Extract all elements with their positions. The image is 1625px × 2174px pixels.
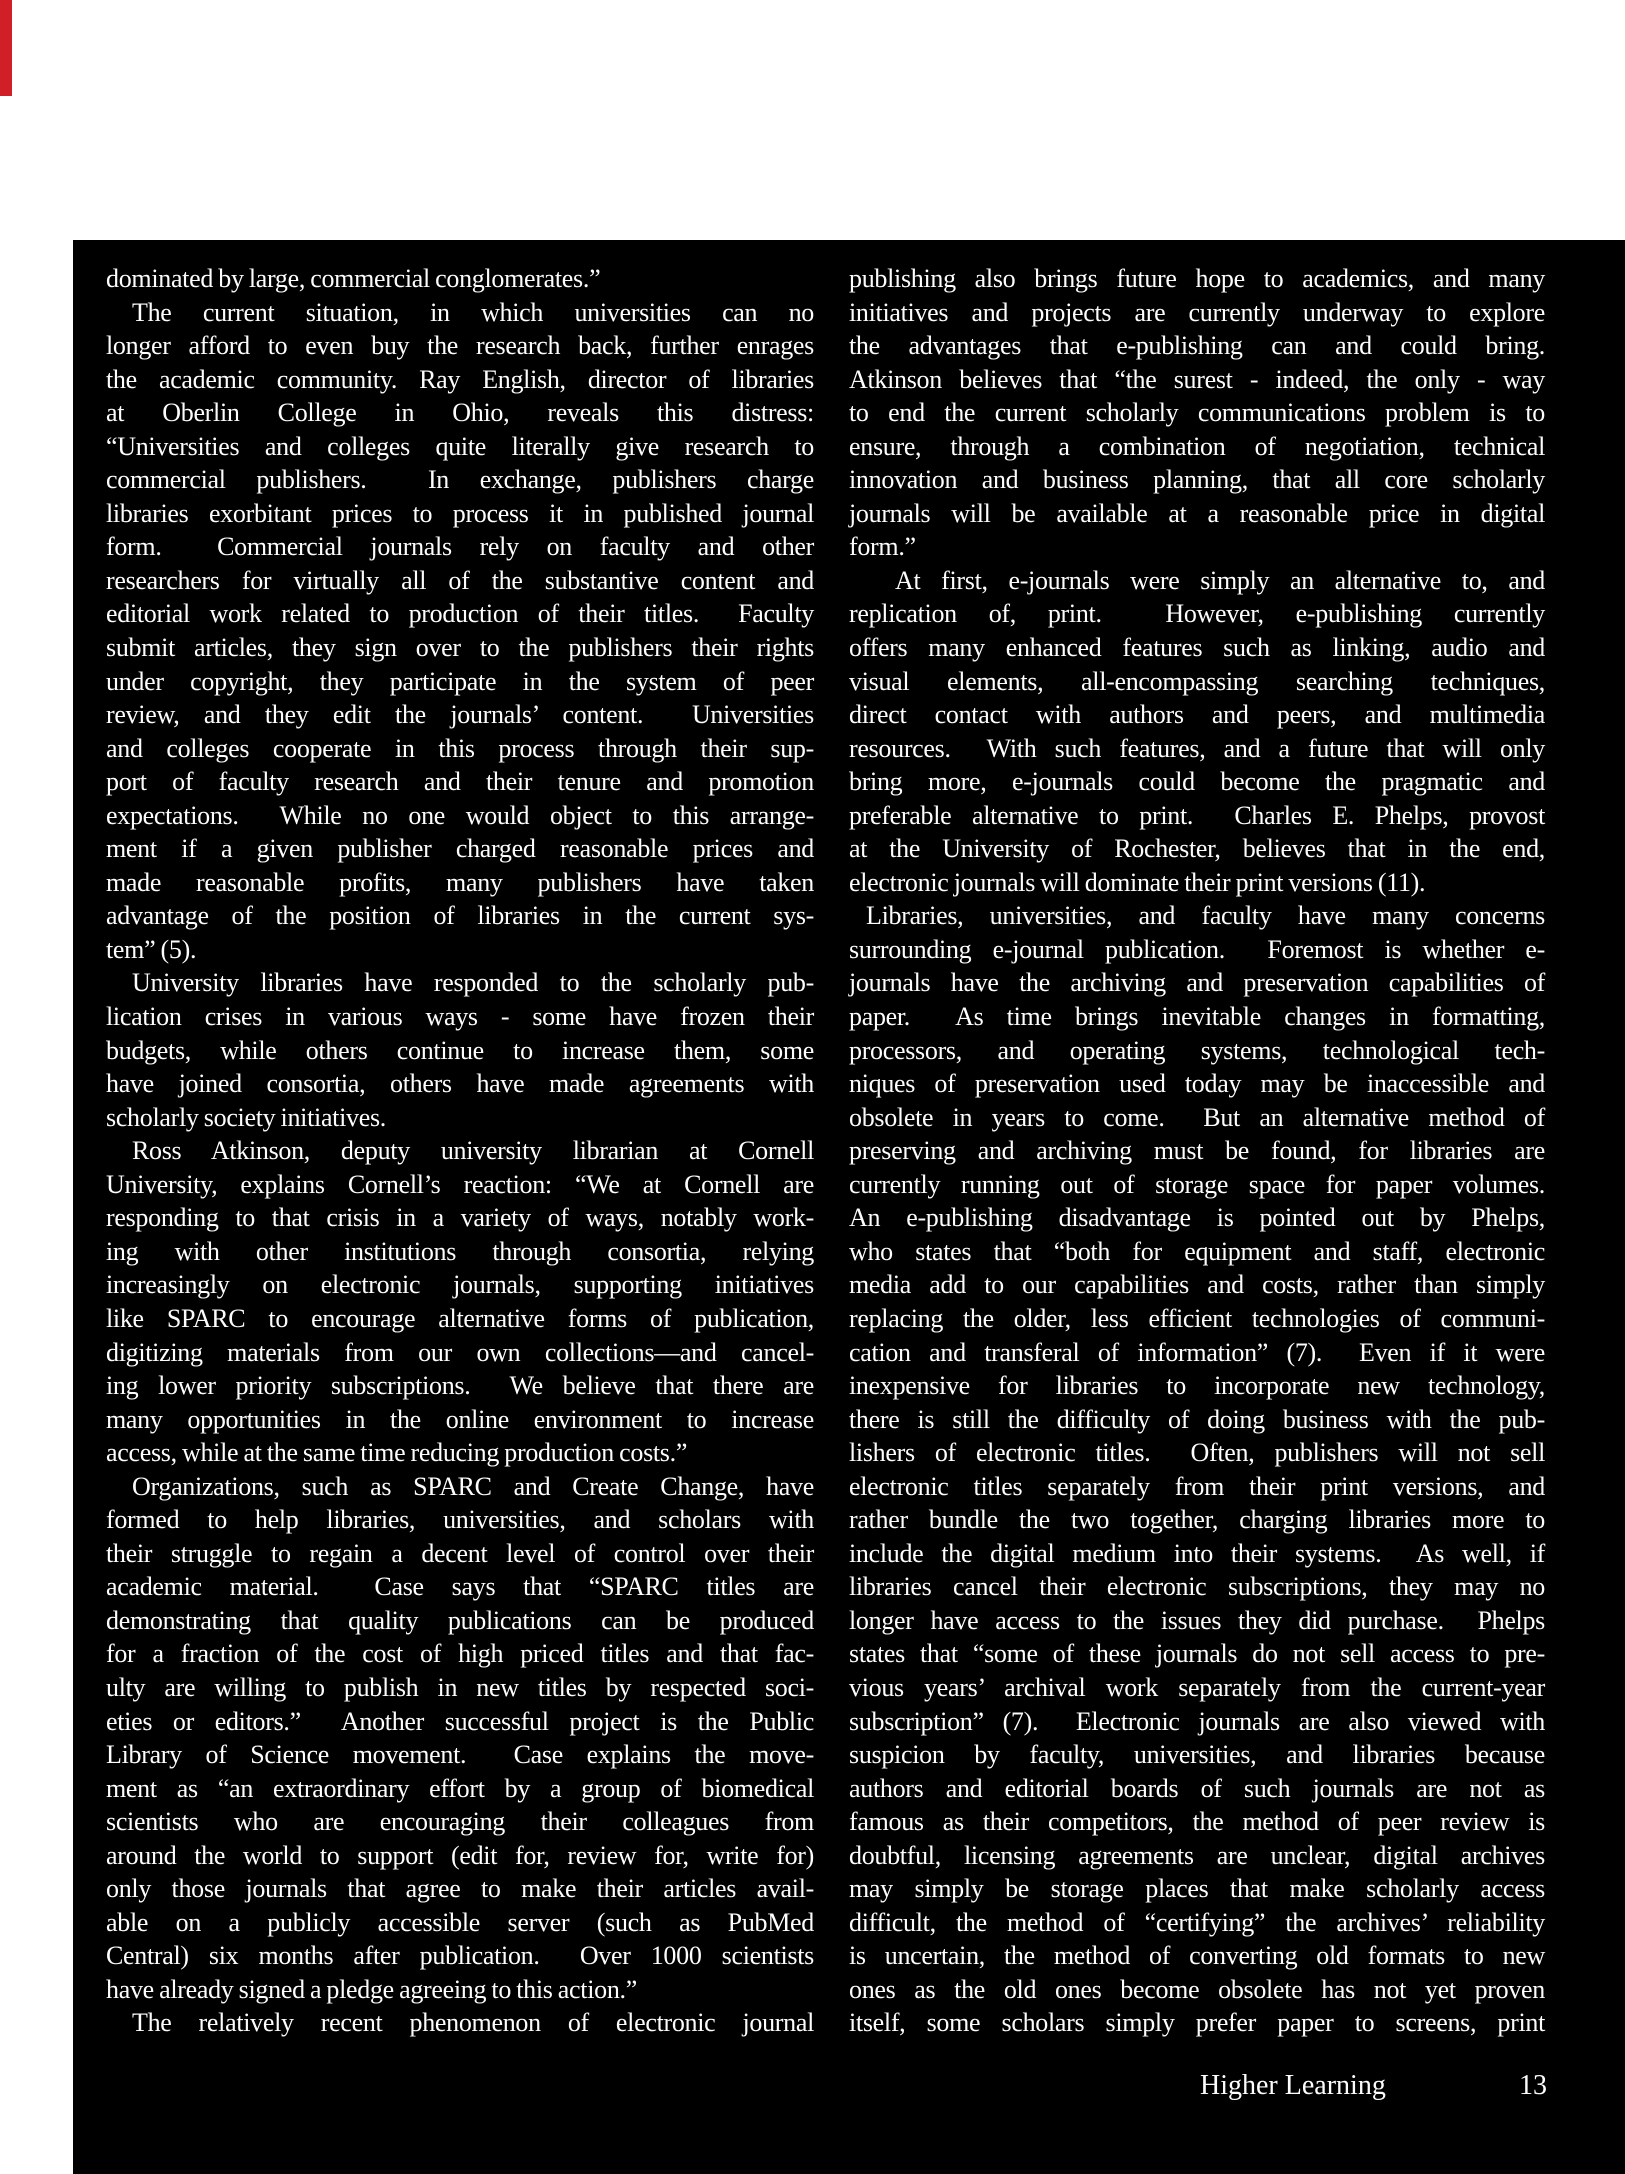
text-line: under copyright, they participate in the system of peer — [106, 666, 814, 696]
text-column-right — [849, 262, 1545, 2040]
text-line: replacing the older, less efficient technologies of communi- — [849, 1303, 1545, 1333]
text-line: difficult, the method of “certifying” the archives’ reliability — [849, 1907, 1545, 1937]
text-line: include the digital medium into their systems. As well, if — [849, 1538, 1545, 1568]
text-line: many opportunities in the online environment to increase — [106, 1404, 814, 1434]
text-line: Library of Science movement. Case explains the move- — [106, 1740, 814, 1770]
text-line: At first, e-journals were simply an alternative to, and — [895, 565, 1545, 595]
text-line: preserving and archiving must be found, for libraries are — [849, 1136, 1545, 1166]
text-line: The current situation, in which universities can no — [132, 297, 814, 327]
text-line: dominated by large, commercial conglomerates.” — [106, 264, 601, 293]
text-line: and colleges cooperate in this process through their sup- — [106, 733, 814, 763]
text-line: ing lower priority subscriptions. We believe that there are — [106, 1371, 814, 1401]
text-line: replication of, print. However, e-publishing currently — [849, 599, 1545, 629]
text-line: academic material. Case says that “SPARC titles are — [106, 1572, 814, 1602]
text-line: may simply be storage places that make scholarly access — [849, 1874, 1545, 1904]
text-line: ment if a given publisher charged reasonable prices and — [106, 834, 814, 864]
text-line: journals have the archiving and preservation capabilities of — [849, 968, 1545, 998]
text-line: commercial publishers. In exchange, publishers charge — [106, 465, 814, 495]
text-line: increasingly on electronic journals, supporting initiatives — [106, 1270, 814, 1300]
text-line: Central) six months after publication. Over 1000 scientists — [106, 1941, 814, 1971]
text-line: expectations. While no one would object to this arrange- — [106, 800, 814, 830]
text-line: rather bundle the two together, charging libraries more to — [849, 1505, 1545, 1535]
text-line: lishers of electronic titles. Often, publishers will not sell — [849, 1438, 1545, 1468]
text-line: University, explains Cornell’s reaction: “We at Cornell are — [106, 1169, 814, 1199]
text-line: bring more, e-journals could become the pragmatic and — [849, 767, 1545, 797]
text-line: processors, and operating systems, technological tech- — [849, 1035, 1545, 1065]
text-line: submit articles, they sign over to the publishers their rights — [106, 633, 814, 663]
red-bleed-mark — [0, 0, 12, 96]
article-panel — [73, 240, 1625, 2174]
text-line: Ross Atkinson, deputy university librarian at Cornell — [132, 1136, 814, 1166]
text-line: direct contact with authors and peers, and multimedia — [849, 700, 1545, 730]
text-line: editorial work related to production of their titles. Faculty — [106, 599, 814, 629]
text-line: electronic titles separately from their print versions, and — [849, 1471, 1545, 1501]
text-line: niques of preservation used today may be inaccessible and — [849, 1069, 1545, 1099]
text-line: review, and they edit the journals’ content. Universities — [106, 700, 814, 730]
text-line: publishing also brings future hope to academics, and many — [849, 264, 1545, 293]
text-line: initiatives and projects are currently underway to explore — [849, 297, 1545, 327]
text-line: ment as “an extraordinary effort by a group of biomedical — [106, 1773, 814, 1803]
text-line: their struggle to regain a decent level of control over their — [106, 1538, 814, 1568]
text-line: cation and transferal of information” (7). Even if it were — [849, 1337, 1545, 1367]
text-line: scholarly society initiatives. — [106, 1102, 386, 1132]
text-line: longer afford to even buy the research back, further enrages — [106, 331, 814, 361]
text-line: inexpensive for libraries to incorporate new technology, — [849, 1371, 1545, 1401]
text-line: at the University of Rochester, believes that in the end, — [849, 834, 1545, 864]
text-line: at Oberlin College in Ohio, reveals this distress: — [106, 398, 814, 428]
text-line: libraries exorbitant prices to process it in published journal — [106, 498, 814, 528]
text-line: journals will be available at a reasonable price in digital — [849, 498, 1545, 528]
text-line: port of faculty research and their tenure and promotion — [106, 767, 814, 797]
text-line: have already signed a pledge agreeing to this action.” — [106, 1974, 637, 2004]
text-line: tem” (5). — [106, 934, 197, 964]
text-line: itself, some scholars simply prefer paper to screens, print — [849, 2008, 1545, 2038]
text-line: subscription” (7). Electronic journals are also viewed with — [849, 1706, 1545, 1736]
text-line: for a fraction of the cost of high priced titles and that fac- — [106, 1639, 814, 1669]
text-line: have joined consortia, others have made agreements with — [106, 1069, 814, 1099]
text-line: Organizations, such as SPARC and Create Change, have — [132, 1471, 814, 1501]
text-line: eties or editors.” Another successful project is the Public — [106, 1706, 814, 1736]
text-column-left — [106, 262, 814, 2040]
text-line: there is still the difficulty of doing business with the pub- — [849, 1404, 1545, 1434]
text-line: states that “some of these journals do not sell access to pre- — [849, 1639, 1545, 1669]
text-line: preferable alternative to print. Charles E. Phelps, provost — [849, 800, 1545, 830]
text-line: ing with other institutions through consortia, relying — [106, 1236, 814, 1266]
text-line: vious years’ archival work separately from the current-year — [849, 1672, 1545, 1702]
text-line: made reasonable profits, many publishers have taken — [106, 867, 814, 897]
text-line: formed to help libraries, universities, and scholars with — [106, 1505, 814, 1535]
text-line: Libraries, universities, and faculty have many concerns — [866, 901, 1545, 931]
text-line: The relatively recent phenomenon of electronic journal — [132, 2008, 814, 2038]
text-line: famous as their competitors, the method of peer review is — [849, 1807, 1545, 1837]
text-line: University libraries have responded to the scholarly pub- — [132, 968, 814, 998]
text-line: only those journals that agree to make their articles avail- — [106, 1874, 814, 1904]
text-line: researchers for virtually all of the substantive content and — [106, 565, 814, 595]
text-line: resources. With such features, and a future that will only — [849, 733, 1545, 763]
journal-title: Higher Learning — [1200, 2070, 1386, 2101]
text-line: suspicion by faculty, universities, and libraries because — [849, 1740, 1545, 1770]
text-line: media add to our capabilities and costs, rather than simply — [849, 1270, 1545, 1300]
text-line: Atkinson believes that “the surest - indeed, the only - way — [849, 364, 1545, 394]
text-line: paper. As time brings inevitable changes in formatting, — [849, 1002, 1545, 1032]
text-line: An e-publishing disadvantage is pointed out by Phelps, — [849, 1203, 1545, 1233]
text-line: offers many enhanced features such as linking, audio and — [849, 633, 1545, 663]
text-line: authors and editorial boards of such journals are not as — [849, 1773, 1545, 1803]
text-line: to end the current scholarly communications problem is to — [849, 398, 1545, 428]
text-line: budgets, while others continue to increase them, some — [106, 1035, 814, 1065]
text-line: able on a publicly accessible server (such as PubMed — [106, 1907, 814, 1937]
text-line: “Universities and colleges quite literally give research to — [106, 431, 814, 461]
text-line: form. Commercial journals rely on faculty and other — [106, 532, 814, 562]
page-number: 13 — [1519, 2070, 1547, 2101]
text-line: who states that “both for equipment and staff, electronic — [849, 1236, 1545, 1266]
text-line: lication crises in various ways - some have frozen their — [106, 1002, 814, 1032]
text-line: form.” — [849, 532, 916, 562]
text-line: surrounding e-journal publication. Foremost is whether e- — [849, 934, 1545, 964]
text-line: demonstrating that quality publications can be produced — [106, 1605, 814, 1635]
text-line: visual elements, all-encompassing searching techniques, — [849, 666, 1545, 696]
text-line: electronic journals will dominate their print versions (11). — [849, 867, 1426, 897]
text-line: currently running out of storage space for paper volumes. — [849, 1169, 1545, 1199]
text-line: scientists who are encouraging their colleagues from — [106, 1807, 814, 1837]
text-line: obsolete in years to come. But an alternative method of — [849, 1102, 1545, 1132]
text-line: doubtful, licensing agreements are unclear, digital archives — [849, 1840, 1545, 1870]
text-line: ulty are willing to publish in new titles by respected soci- — [106, 1672, 814, 1702]
text-line: libraries cancel their electronic subscriptions, they may no — [849, 1572, 1545, 1602]
text-line: access, while at the same time reducing production costs.” — [106, 1438, 688, 1468]
text-line: around the world to support (edit for, review for, write for) — [106, 1840, 814, 1870]
text-line: ensure, through a combination of negotiation, technical — [849, 431, 1545, 461]
text-line: innovation and business planning, that all core scholarly — [849, 465, 1545, 495]
text-line: digitizing materials from our own collections—and cancel- — [106, 1337, 814, 1367]
text-line: the advantages that e-publishing can and could bring. — [849, 331, 1545, 361]
text-line: like SPARC to encourage alternative forms of publication, — [106, 1303, 814, 1333]
text-line: ones as the old ones become obsolete has not yet proven — [849, 1974, 1545, 2004]
text-line: is uncertain, the method of converting old formats to new — [849, 1941, 1545, 1971]
text-line: responding to that crisis in a variety of ways, notably work- — [106, 1203, 814, 1233]
text-line: advantage of the position of libraries in the current sys- — [106, 901, 814, 931]
text-line: longer have access to the issues they did purchase. Phelps — [849, 1605, 1545, 1635]
text-line: the academic community. Ray English, director of libraries — [106, 364, 814, 394]
